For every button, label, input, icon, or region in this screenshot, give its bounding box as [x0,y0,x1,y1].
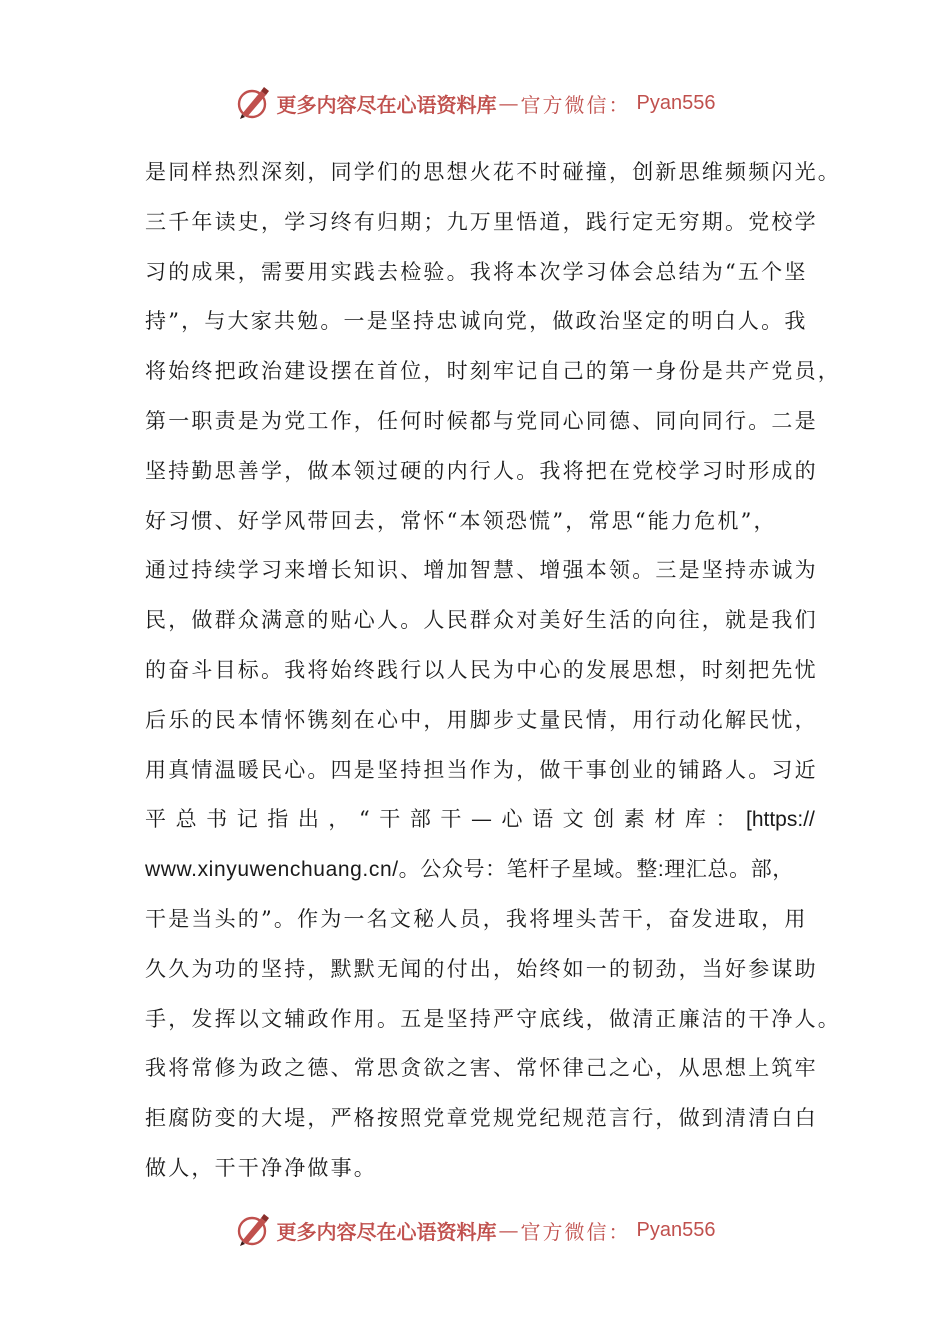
justified-char: [https:// [746,808,815,832]
justified-char: 文 [562,807,584,832]
body-line-3: 习的成果，需要用实践去检验。我将本次学习体会总结为“五个坚 [145,259,808,284]
document-body [145,148,841,1194]
body-line-7: 坚持勤思善学，做本领过硬的内行人。我将把在党校学习时形成的 [145,458,818,483]
body-line-16: 干是当头的”。作为一名文秘人员，我将埋头苦干，奋发进取，用 [145,906,808,931]
banner-separator: — [498,91,519,115]
body-line-12: 后乐的民本情怀镌刻在心中，用脚步丈量民情，用行动化解民忧， [145,707,818,732]
banner-official-label: 官方微信： [520,1219,631,1244]
body-line-19: 我将常修为政之德、常思贪欲之害、常怀律己之心，从思想上筑牢 [145,1056,818,1081]
body-line-6: 第一职责是为党工作，任何时候都与党同心同德、同向同行。二是 [145,408,818,433]
body-line-13: 用真情温暖民心。四是坚持担当作为，做干事创业的铺路人。习近 [145,757,818,782]
justified-char: ： [715,807,737,832]
body-line-14 [145,795,815,845]
justified-char: 干 [379,807,401,832]
body-line-20: 拒腐防变的大堤，严格按照党章党规党纪规范言行，做到清清白白 [145,1106,818,1131]
banner-wechat-id: Pyan556 [636,91,716,114]
justified-char: 库 [684,807,706,832]
pen-logo-icon [235,85,271,121]
justified-char: 总 [175,807,197,832]
justified-char: 平 [145,807,166,832]
banner-brand: 更多内容尽在心语资料库 [276,92,497,117]
justified-char: 记 [236,807,258,832]
body-line-9: 通过持续学习来增长知识、增加智慧、增强本领。三是坚持赤诚为 [145,558,818,583]
body-line-8: 好习惯、好学风带回去，常怀“本领恐慌”，常思“能力危机”， [145,508,777,533]
banner-wechat-id: Pyan556 [636,1218,716,1241]
justified-char: “ [358,807,370,832]
justified-char: — [470,807,492,832]
pen-logo-icon [235,1212,271,1248]
body-line-15: www.xinyuwenchuang.cn/。公众号：笔杆子星域。整:理汇总。部， [145,858,794,882]
banner-separator: — [498,1218,519,1242]
justified-char: 创 [593,807,615,832]
body-line-2: 三千年读史，学习终有归期；九万里悟道，践行定无穷期。党校学 [145,209,818,234]
footer-banner [0,1210,950,1250]
justified-char: ， [328,807,350,832]
banner-official-label: 官方微信： [520,92,631,117]
header-banner [0,83,950,123]
justified-char: 心 [501,807,523,832]
justified-char: 指 [267,807,289,832]
body-line-17: 久久为功的坚持，默默无闻的付出，始终如一的韧劲，当好参谋助 [145,956,818,981]
body-line-18: 手，发挥以文辅政作用。五是坚持严守底线，做清正廉洁的干净人。 [145,1006,841,1031]
body-line-11: 的奋斗目标。我将始终践行以人民为中心的发展思想，时刻把先忧 [145,657,818,682]
justified-char: 出 [297,807,319,832]
justified-char: 干 [440,807,462,832]
body-line-10: 民，做群众满意的贴心人。人民群众对美好生活的向往，就是我们 [145,608,818,633]
body-line-21: 做人，干干净净做事。 [145,1155,377,1180]
banner-brand: 更多内容尽在心语资料库 [276,1219,497,1244]
body-line-5: 将始终把政治建设摆在首位，时刻牢记自己的第一身份是共产党员， [145,359,841,384]
justified-char: 书 [206,807,228,832]
justified-char: 部 [409,807,431,832]
justified-char: 语 [532,807,554,832]
justified-char: 素 [623,807,645,832]
body-line-1: 是同样热烈深刻，同学们的思想火花不时碰撞，创新思维频频闪光。 [145,160,841,184]
body-line-4: 持”，与大家共勉。一是坚持忠诚向党，做政治坚定的明白人。我 [145,309,808,334]
justified-char: 材 [654,807,676,832]
